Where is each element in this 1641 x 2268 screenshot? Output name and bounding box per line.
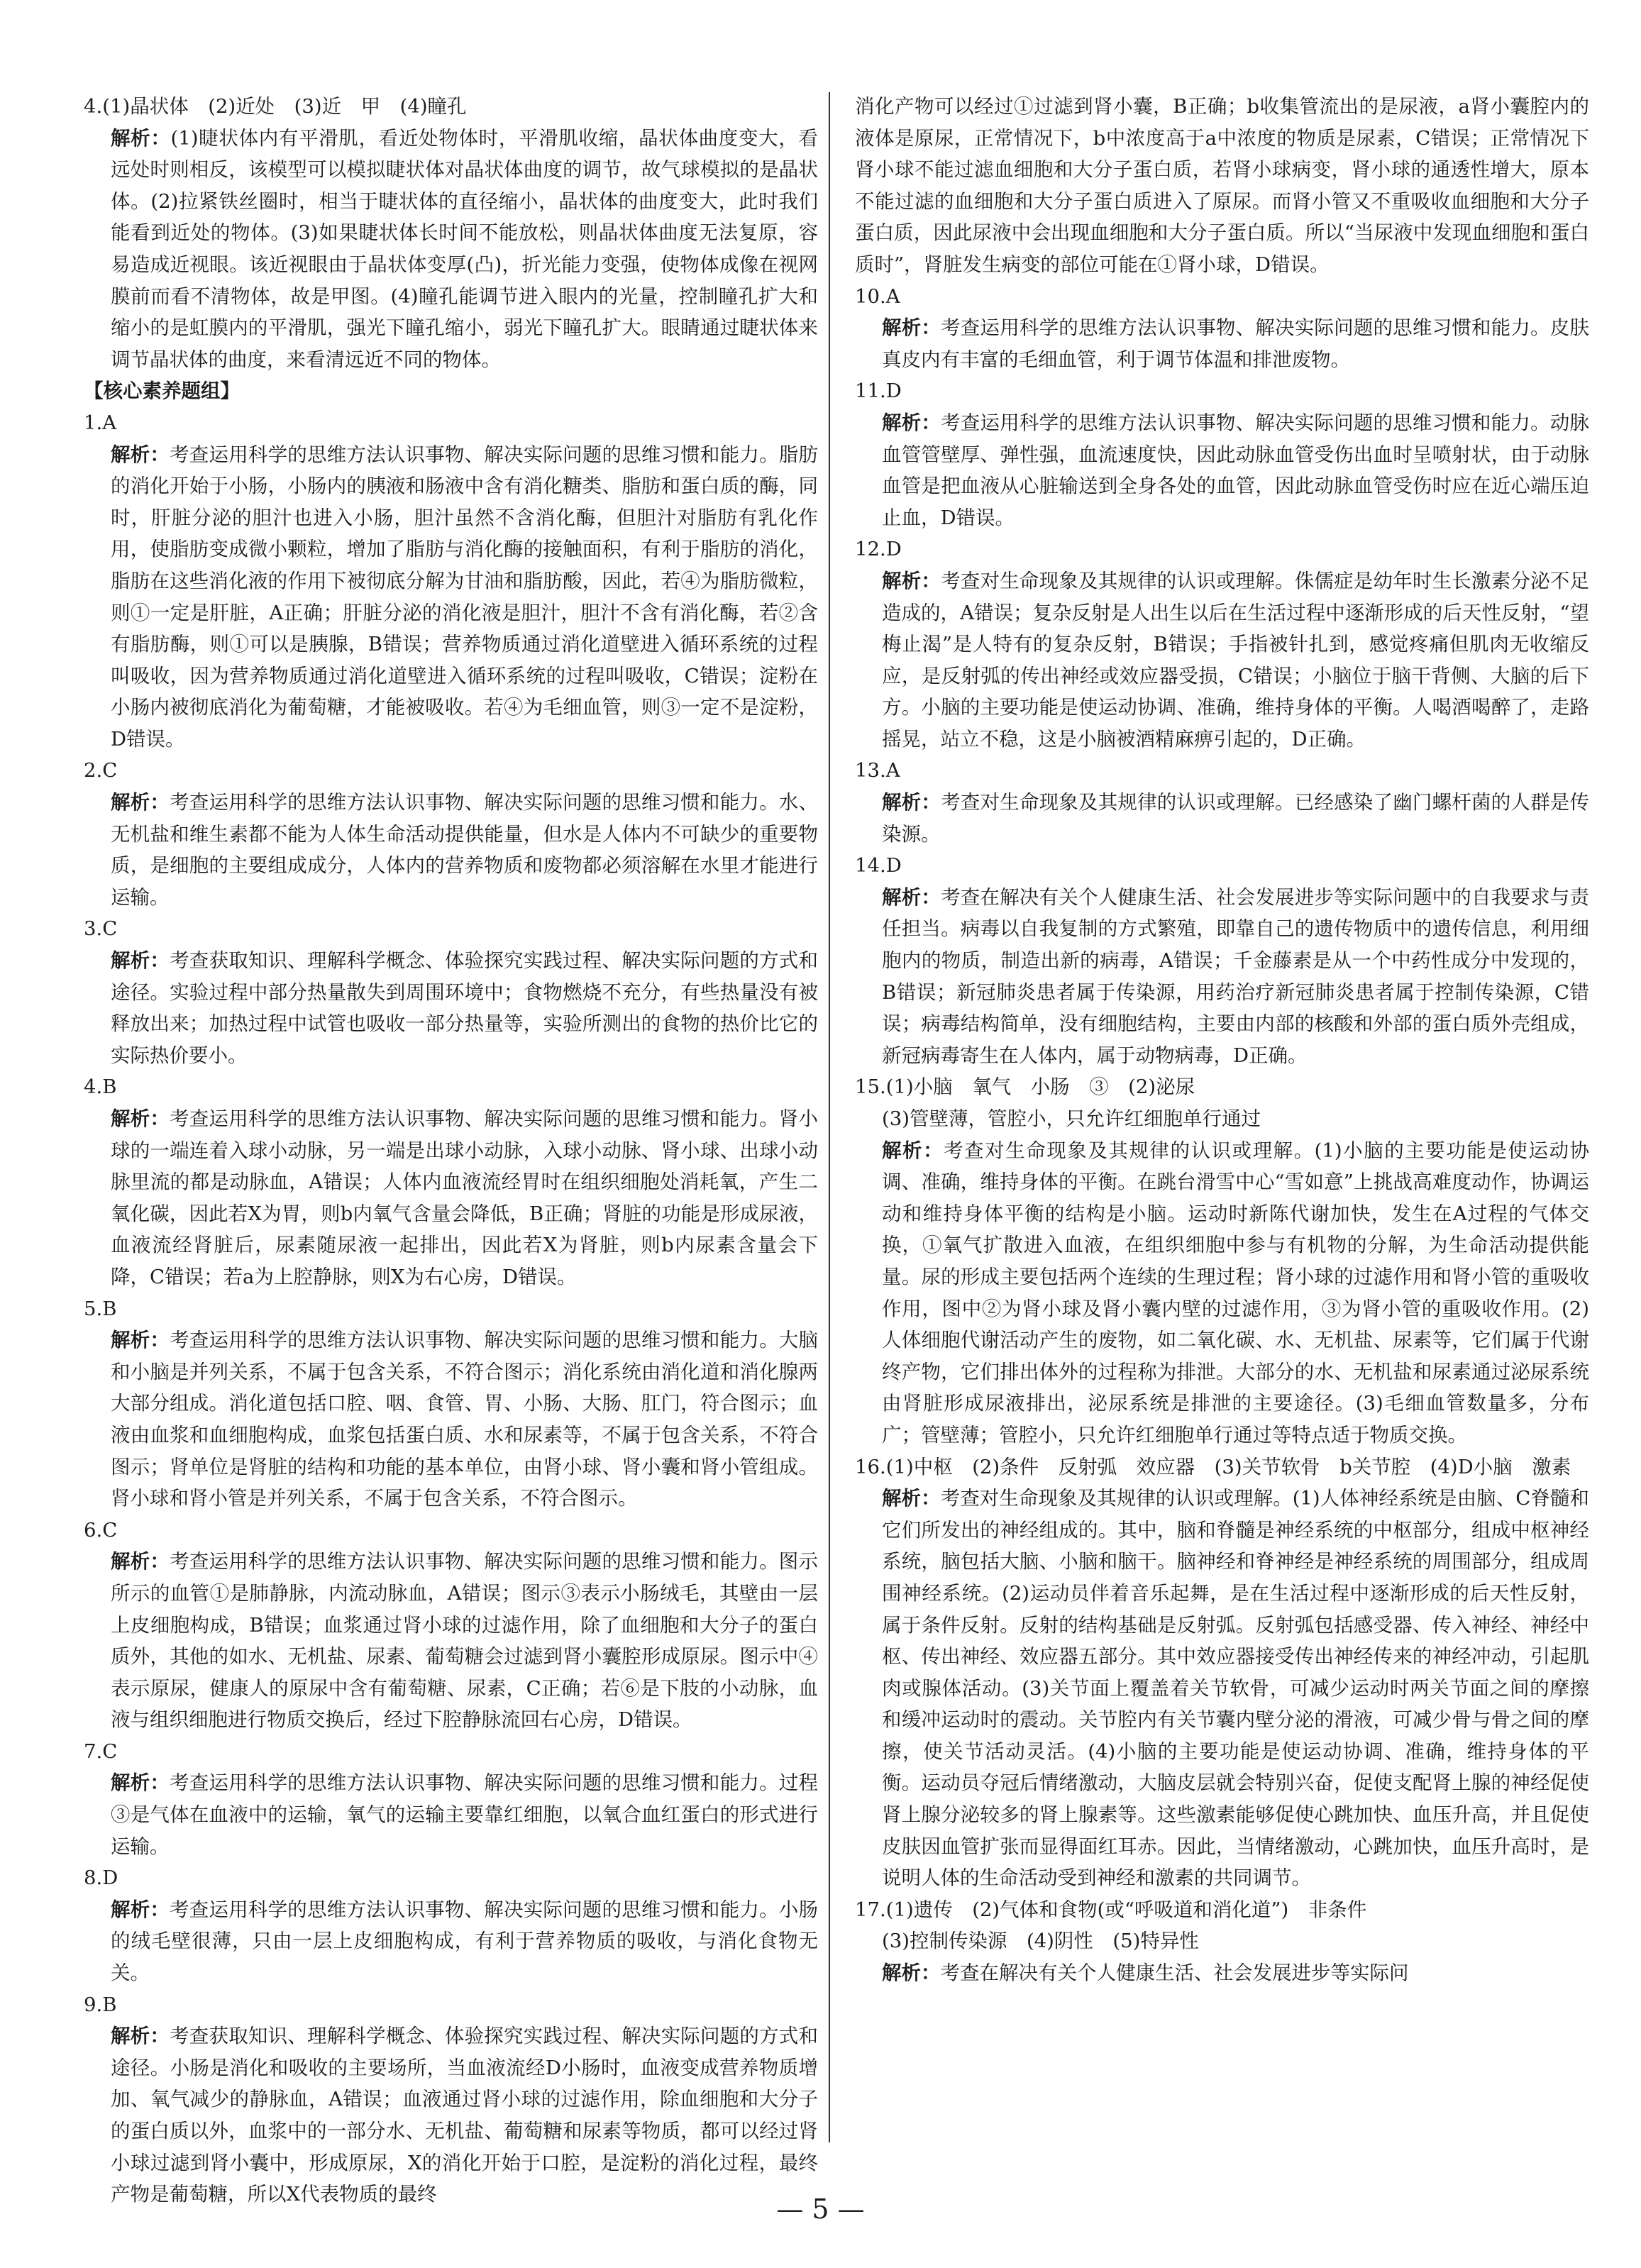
explanation: [84, 1767, 818, 1862]
explanation-text: 考查对生命现象及其规律的认识或理解。(1)小脑的主要功能是使运动协调、准确，维持身体的平衡。在跳台滑雪中心“雪如意”上挑战高难度动作，协调运动和维持身体平衡的结构是小脑。运动时新陈代谢加快，发生在A过程的气体交换，①氧气扩散进入血液，在组织细胞中参与有机物的分解，为生命活动提供能量。尿的形成主要包括两个连续的生理过程；肾小球的过滤作用和肾小管的重吸收作用，图中②为肾小球及肾小囊内壁的过滤作用，③为肾小管的重吸收作用。(2)人体细胞代谢活动产生的废物，如二氧化碳、水、无机盐、尿素等，它们属于代谢终产物，它们排出体外的过程称为排泄。大部分的水、无机盐和尿素通过泌尿系统由肾脏形成尿液排出，泌尿系统是排泄的主要途径。(3)毛细血管数量多，分布广；管壁薄；管腔小，只允许红细胞单行通过等特点适于物质交换。: [882, 1139, 1590, 1446]
answer-entry: [855, 755, 1589, 850]
explanation: [84, 1894, 818, 1989]
explanation-label: 解析：: [882, 316, 941, 340]
explanation: [84, 1103, 818, 1293]
answer-entry: [84, 1989, 818, 2211]
answer-entry: [84, 91, 818, 375]
answer-head: 16.(1)中枢 (2)条件 反射弧 效应器 (3)关节软骨 b关节腔 (4)D小脑 激素: [855, 1455, 1571, 1478]
explanation: [855, 1483, 1589, 1894]
explanation: [84, 439, 818, 756]
explanation-label: 解析：: [111, 2025, 170, 2048]
explanation-text: 考查对生命现象及其规律的认识或理解。侏儒症是幼年时生长激素分泌不足造成的，A错误；复杂反射是人出生以后在生活过程中逐渐形成的后天性反射，“望梅止渴”是人特有的复杂反射，B错误；手指被针扎到，感觉疼痛但肌肉无收缩反应，是反射弧的传出神经或效应器受损，C错误；小脑位于脑干背侧、大脑的后下方。小脑的主要功能是使运动协调、准确，维持身体的平衡。人喝酒喝醉了，走路摇晃，站立不稳，这是小脑被酒精麻痹引起的，D正确。: [882, 569, 1590, 751]
explanation-text: 考查获取知识、理解科学概念、体验探究实践过程、解决实际问题的方式和途径。实验过程中部分热量散失到周围环境中；食物燃烧不充分，有些热量没有被释放出来；加热过程中试管也吸收一部分热量等，实验所测出的食物的热价比它的实际热价要小。: [111, 949, 819, 1067]
explanation-text: 考查运用科学的思维方法认识事物、解决实际问题的思维习惯和能力。图示所示的血管①是肺静脉，内流动脉血，A错误；图示③表示小肠绒毛，其壁由一层上皮细胞构成，B错误；血浆通过肾小球的过滤作用，除了血细胞和大分子的蛋白质外，其他的如水、无机盐、尿素、葡萄糖会过滤到肾小囊腔形成原尿。图示中④表示原尿，健康人的原尿中含有葡萄糖、尿素，C正确；若⑥是下肢的小动脉，血液与组织细胞进行物质交换后，经过下腔静脉流回右心房，D错误。: [111, 1550, 819, 1732]
explanation: [855, 1957, 1589, 1989]
explanation-label: 解析：: [111, 1550, 170, 1573]
explanation-label: 解析：: [111, 443, 170, 466]
explanation: [855, 312, 1589, 375]
explanation-text: (1)睫状体内有平滑肌，看近处物体时，平滑肌收缩，晶状体曲度变大，看远处时则相反，该模型可以模拟睫状体对晶状体曲度的调节，故气球模拟的是晶状体。(2)拉紧铁丝圈时，相当于睫状体的直径缩小，晶状体的曲度变大，此时我们能看到近处的物体。(3)如果睫状体长时间不能放松，则晶状体曲度无法复原，容易造成近视眼。该近视眼由于晶状体变厚(凸)，折光能力变强，使物体成像在视网膜前而看不清物体，故是甲图。(4)瞳孔能调节进入眼内的光量，控制瞳孔扩大和缩小的是虹膜内的平滑肌，强光下瞳孔缩小，弱光下瞳孔扩大。眼睛通过睫状体来调节晶状体的曲度，来看清远近不同的物体。: [111, 126, 819, 371]
answer-head: 9.B: [84, 1993, 117, 2016]
answer-entry: [855, 1451, 1589, 1894]
explanation: [855, 565, 1589, 756]
answer-entry: [84, 1071, 818, 1293]
explanation-label: 解析：: [882, 1139, 944, 1162]
explanation: [855, 407, 1589, 533]
explanation: [84, 123, 818, 376]
explanation-label: 解析：: [111, 1107, 170, 1130]
answer-head: 3.C: [84, 917, 118, 941]
answer-head: 14.D: [855, 854, 902, 878]
answer-entry: [84, 407, 818, 756]
explanation-label: 解析：: [882, 411, 941, 434]
explanation-text: 考查运用科学的思维方法认识事物、解决实际问题的思维习惯和能力。大脑和小脑是并列关系，不属于包含关系，不符合图示；消化系统由消化道和消化腺两大部分组成。消化道包括口腔、咽、食管、胃、小肠、大肠、肛门，符合图示；血液由血浆和血细胞构成，血浆包括蛋白质、水和尿素等，不属于包含关系，不符合图示；肾单位是肾脏的结构和功能的基本单位，由肾小球、肾小囊和肾小管组成。肾小球和肾小管是并列关系，不属于包含关系，不符合图示。: [111, 1329, 819, 1510]
explanation-text: 考查运用科学的思维方法认识事物、解决实际问题的思维习惯和能力。动脉血管管壁厚、弹性强，血流速度快，因此动脉血管受伤出血时呈喷射状，由于动脉血管是把血液从心脏输送到全身各处的血管，因此动脉血管受伤时应在近心端压迫止血，D错误。: [882, 411, 1590, 529]
answer-entry: [84, 1862, 818, 1988]
explanation-label: 解析：: [111, 1898, 170, 1921]
right-column: [855, 91, 1589, 1989]
answer-head: 11.D: [855, 380, 902, 403]
explanation: [84, 2020, 818, 2211]
page-number: — 5 —: [776, 2194, 865, 2225]
answer-subline: (3)控制传染源 (4)阴性 (5)特异性: [882, 1930, 1199, 1953]
section-heading: 【核心素养题组】: [84, 380, 240, 403]
answer-entry: [855, 1894, 1589, 1989]
explanation: [84, 787, 818, 913]
explanation-label: 解析：: [882, 1487, 941, 1510]
explanation-label: 解析：: [882, 791, 941, 814]
answer-head: 7.C: [84, 1739, 118, 1763]
answer-head: 8.D: [84, 1866, 118, 1890]
explanation-text: 考查运用科学的思维方法认识事物、解决实际问题的思维习惯和能力。过程③是气体在血液中的运输，氧气的运输主要靠红细胞，以氧合血红蛋白的形式进行运输。: [111, 1771, 819, 1858]
answer-entry: [855, 375, 1589, 533]
explanation-text: 考查运用科学的思维方法认识事物、解决实际问题的思维习惯和能力。肾小球的一端连着入球小动脉，另一端是出球小动脉，入球小动脉、肾小球、出球小动脉里流的都是动脉血，A错误；人体内血液流经胃时在组织细胞处消耗氧，产生二氧化碳，因此若X为胃，则b内氧气含量会降低，B正确；肾脏的功能是形成尿液，血液流经肾脏后，尿素随尿液一起排出，因此若X为肾脏，则b内尿素含量会下降，C错误；若a为上腔静脉，则X为右心房，D错误。: [111, 1107, 819, 1288]
answer-entry: [84, 1293, 818, 1515]
column-divider: [829, 92, 830, 2142]
answer-entry: [84, 1736, 818, 1862]
answer-subline: (3)管壁薄，管腔小，只允许红细胞单行通过: [882, 1107, 1261, 1130]
explanation: [855, 1135, 1589, 1451]
explanation-label: 解析：: [111, 1329, 170, 1352]
explanation-text: 考查运用科学的思维方法认识事物、解决实际问题的思维习惯和能力。皮肤真皮内有丰富的毛细血管，利于调节体温和排泄废物。: [882, 316, 1590, 371]
answer-entry: [855, 1071, 1589, 1451]
answer-entry: [84, 913, 818, 1071]
explanation-label: 解析：: [111, 949, 170, 973]
explanation-label: 解析：: [882, 569, 941, 592]
explanation-label: 解析：: [882, 1962, 941, 1985]
answer-head: 10.A: [855, 284, 900, 308]
answer-head: 15.(1)小脑 氧气 小肠 ③ (2)泌尿: [855, 1075, 1195, 1099]
answer-entry: [84, 1515, 818, 1736]
answer-head: 1.A: [84, 411, 117, 434]
explanation-label: 解析：: [111, 126, 171, 150]
answer-entry: [855, 281, 1589, 376]
answer-entry: [855, 91, 1589, 281]
answer-head: 4.B: [84, 1075, 117, 1099]
explanation: [84, 1324, 818, 1515]
answer-head: 12.D: [855, 538, 902, 561]
answer-entry: [855, 850, 1589, 1071]
explanation-text: 考查在解决有关个人健康生活、社会发展进步等实际问: [940, 1962, 1409, 1985]
explanation-text: 考查在解决有关个人健康生活、社会发展进步等实际问题中的自我要求与责任担当。病毒以自我复制的方式繁殖，即靠自己的遗传物质中的遗传信息，利用细胞内的物质，制造出新的病毒，A错误；千金藤素是从一个中药性成分中发现的，B错误；新冠肺炎患者属于传染源，用药治疗新冠肺炎患者属于控制传染源，C错误；病毒结构简单，没有细胞结构，主要由内部的核酸和外部的蛋白质外壳组成，新冠病毒寄生在人体内，属于动物病毒，D正确。: [882, 885, 1590, 1067]
answer-head: 13.A: [855, 759, 900, 782]
explanation-label: 解析：: [111, 791, 170, 814]
explanation: [84, 945, 818, 1071]
explanation: [855, 787, 1589, 850]
answer-head: 4.(1)晶状体 (2)近处 (3)近 甲 (4)瞳孔: [84, 95, 467, 118]
explanation-text: 考查运用科学的思维方法认识事物、解决实际问题的思维习惯和能力。小肠的绒毛壁很薄，只由一层上皮细胞构成，有利于营养物质的吸收，与消化食物无关。: [111, 1898, 819, 1985]
explanation-text: 考查对生命现象及其规律的认识或理解。(1)人体神经系统是由脑、C脊髓和它们所发出的神经组成的。其中，脑和脊髓是神经系统的中枢部分，组成中枢神经系统，脑包括大脑、小脑和脑干。脑神经和脊神经是神经系统的周围部分，组成周围神经系统。(2)运动员伴着音乐起舞，是在生活过程中逐渐形成的后天性反射，属于条件反射。反射的结构基础是反射弧。反射弧包括感受器、传入神经、神经中枢、传出神经、效应器五部分。其中效应器接受传出神经传来的神经冲动，引起肌肉或腺体活动。(3)关节面上覆盖着关节软骨，可减少运动时两关节面之间的摩擦和缓冲运动时的震动。关节腔内有关节囊内壁分泌的滑液，可减少骨与骨之间的摩擦，使关节活动灵活。(4)小脑的主要功能是使运动协调、准确，维持身体的平衡。运动员夺冠后情绪激动，大脑皮层就会特别兴奋，促使支配肾上腺的神经促使肾上腺分泌较多的肾上腺素等。这些激素能够促使心跳加快、血压升高，并且促使皮肤因血管扩张而显得面红耳赤。因此，当情绪激动，心跳加快，血压升高时，是说明人体的生命活动受到神经和激素的共同调节。: [882, 1487, 1589, 1890]
explanation: [84, 1546, 818, 1736]
answer-entry: [84, 755, 818, 913]
answer-head: 5.B: [84, 1297, 117, 1320]
left-column: [84, 91, 818, 2211]
answer-head: 17.(1)遗传 (2)气体和食物(或“呼吸道和消化道”) 非条件: [855, 1898, 1367, 1921]
explanation: [855, 882, 1589, 1072]
explanation-text: 考查获取知识、理解科学概念、体验探究实践过程、解决实际问题的方式和途径。小肠是消化和吸收的主要场所，当血液流经D小肠时，血液变成营养物质增加、氧气减少的静脉血，A错误；血液通过肾小球的过滤作用，除血细胞和大分子的蛋白质以外，血浆中的一部分水、无机盐、葡萄糖和尿素等物质，都可以经过肾小球过滤到肾小囊中，形成原尿，X的消化开始于口腔，是淀粉的消化过程，最终产物是葡萄糖，所以X代表物质的最终: [111, 2025, 819, 2206]
explanation-text: 考查对生命现象及其规律的认识或理解。已经感染了幽门螺杆菌的人群是传染源。: [882, 791, 1590, 846]
explanation-label: 解析：: [882, 885, 941, 909]
answer-entry: [855, 533, 1589, 755]
explanation-label: 解析：: [111, 1771, 170, 1795]
explanation-text: 考查运用科学的思维方法认识事物、解决实际问题的思维习惯和能力。脂肪的消化开始于小肠，小肠内的胰液和肠液中含有消化糖类、脂肪和蛋白质的酶，同时，肝脏分泌的胆汁也进入小肠，胆汁虽然不含消化酶，但胆汁对脂肪有乳化作用，使脂肪变成微小颗粒，增加了脂肪与消化酶的接触面积，有利于脂肪的消化，脂肪在这些消化液的作用下被彻底分解为甘油和脂肪酸，因此，若④为脂肪微粒，则①一定是肝脏，A正确；肝脏分泌的消化液是胆汁，胆汁不含有消化酶，若②含有脂肪酶，则①可以是胰腺，B错误；营养物质通过消化道壁进入循环系统的过程叫吸收，因为营养物质通过消化道壁进入循环系统的过程叫吸收，C错误；淀粉在小肠内被彻底消化为葡萄糖，才能被吸收。若④为毛细血管，则③一定不是淀粉，D错误。: [111, 443, 819, 751]
answer-continuation: 消化产物可以经过①过滤到肾小囊，B正确；b收集管流出的是尿液，a肾小囊腔内的液体是原尿，正常情况下，b中浓度高于a中浓度的物质是尿素，C错误；正常情况下肾小球不能过滤血细胞和大分子蛋白质，若肾小球病变，肾小球的通透性增大，原本不能过滤的血细胞和大分子蛋白质进入了原尿。而肾小管又不重吸收血细胞和大分子蛋白质，因此尿液中会出现血细胞和大分子蛋白质。所以“当尿液中发现血细胞和蛋白质时”，肾脏发生病变的部位可能在①肾小球，D错误。: [855, 95, 1589, 276]
explanation-text: 考查运用科学的思维方法认识事物、解决实际问题的思维习惯和能力。水、无机盐和维生素都不能为人体生命活动提供能量，但水是人体内不可缺少的重要物质，是细胞的主要组成成分，人体内的营养物质和废物都必须溶解在水里才能进行运输。: [111, 791, 819, 909]
answer-head: 2.C: [84, 759, 118, 782]
answer-head: 6.C: [84, 1518, 118, 1542]
